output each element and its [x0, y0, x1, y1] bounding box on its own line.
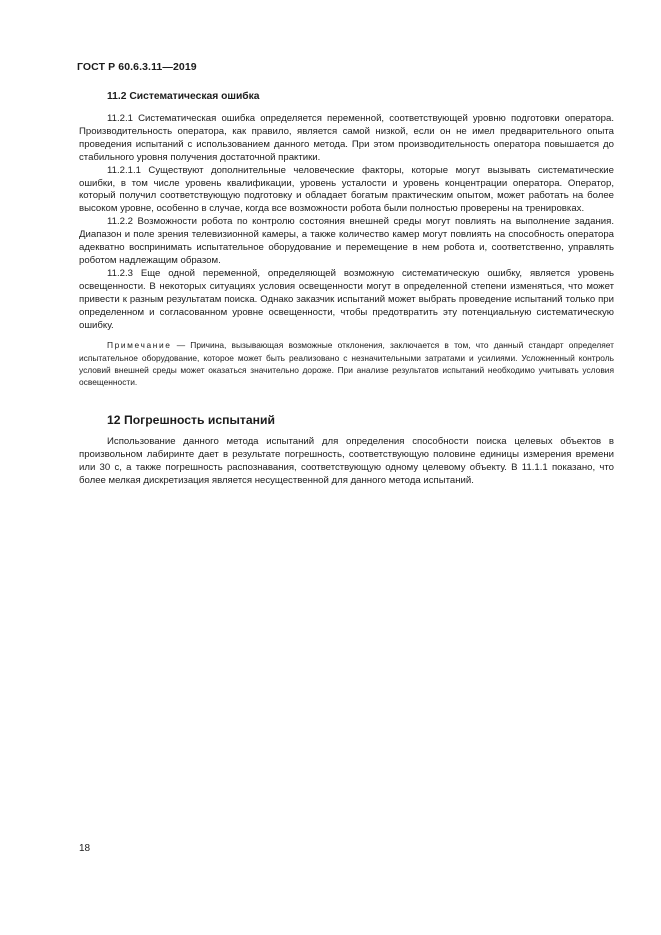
page-content [79, 90, 614, 488]
section-12-heading: 12 Погрешность испытаний [107, 413, 276, 428]
paragraph-11-2-3: 11.2.3 Еще одной переменной, определяющей возможную систематическую ошибку, является уровень освещенности. В некоторых ситуациях условия освещенности могут в определенной степени изменяться, что может привести к разным результатам поиска. Однако заказчик испытаний может выбрать проведение испытаний только при определенном и согласованном уровне освещенности, чтобы предотвратить эту потенциальную систематическую ошибку. [79, 267, 614, 331]
page-number: 18 [79, 843, 91, 854]
standard-code-header: ГОСТ Р 60.6.3.11—2019 [77, 61, 197, 73]
paragraph-11-2-1: 11.2.1 Систематическая ошибка определяется переменной, соответствующей уровню подготовки оператора. Производительность оператора, как правило, является самой низкой, если он не имел предварительного опыта проведения испытаний с использованием данного метода. При этом производительность оператора повышается до стабильного уровня получения достаточной практики. [79, 113, 614, 163]
note-paragraph [79, 339, 614, 388]
note-label: Примечание [107, 340, 172, 351]
section-11-2-heading: 11.2 Систематическая ошибка [107, 91, 260, 102]
paragraph-11-2-1-1: 11.2.1.1 Существуют дополнительные человеческие факторы, которые могут вызывать систематические ошибки, в том числе уровень квалификации, уровень усталости и уровень концентрации оператора. Оператор, который получил соответствующую подготовку и обладает богатым практическим опытом, может работать на более высоком уровне, особенно в случае, когда все возможности робота были полностью проверены на тренировках. [79, 164, 614, 215]
note-text: — Причина, вызывающая возможные отклонения, заключается в том, что данный стандарт определяет испытательное оборудование, которое может быть реализовано с незначительными затратами и усилиями. Усложненный контроль условий внешней среды может оказаться значительно дороже. При анализе результатов испытаний необходимо учитывать условия освещенности. [79, 340, 614, 388]
paragraph-11-2-2: 11.2.2 Возможности робота по контролю состояния внешней среды могут повлиять на выполнение задания. Диапазон и поле зрения телевизионной камеры, а также количество камер могут повлиять на способность оператора адекватно воспринимать испытательное оборудование и перемещение в нем робота и, соответственно, управлять роботом надлежащим образом. [79, 216, 614, 266]
paragraph-12: Использование данного метода испытаний для определения способности поиска целевых объектов в произвольном лабиринте дает в результате погрешность, соответствующую половине единицы измерения времени или 30 с, а также погрешность распознавания, соответствующую одному целевому объекту. В 11.1.1 показано, что более мелкая дискретизация является несущественной для данного метода испытаний. [79, 436, 614, 486]
